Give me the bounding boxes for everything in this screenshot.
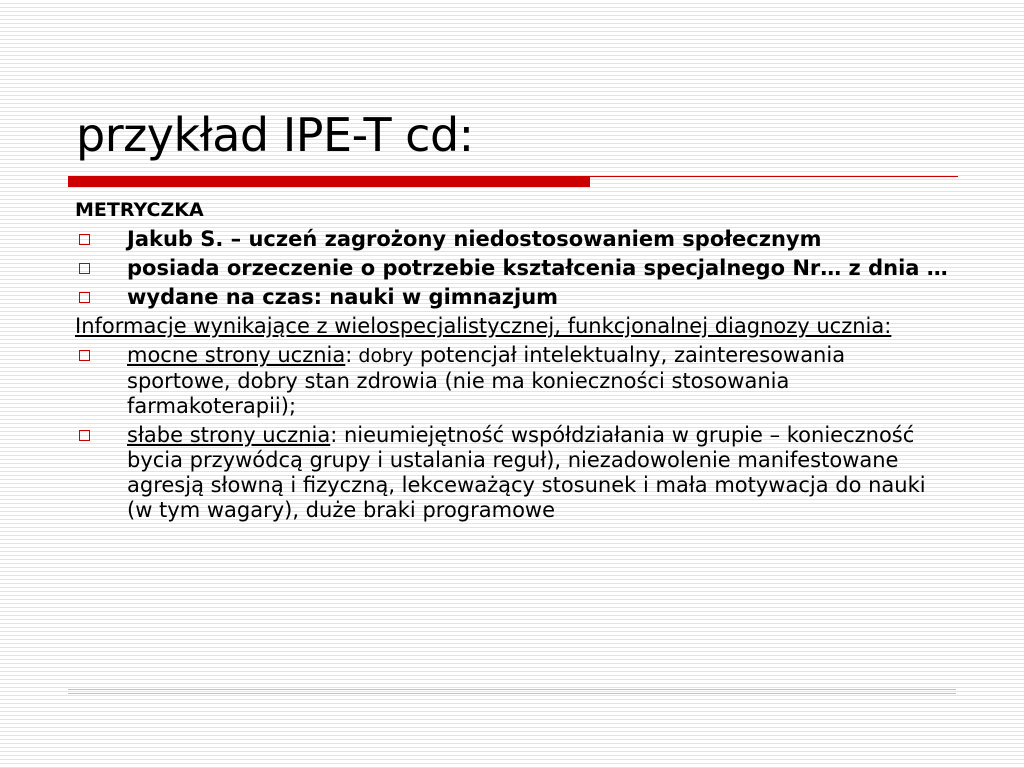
weaknesses-text: : nieumiejętność współdziałania w grupie – konieczność bycia przywódcą grupy i ustalania reguł), niezadowolenie manifestowane agresją słowną i fizyczną, lekceważący stosunek i mała motywacja do nauki (w tym wagary), duże braki programowe xyxy=(127,423,926,522)
list-item-strengths xyxy=(75,343,950,419)
weaknesses-label: słabe strony ucznia xyxy=(127,423,331,447)
slide-body xyxy=(75,198,950,527)
strengths-text: potencjał intelektualny, zainteresowania sportowe, dobry stan zdrowia (nie ma konieczności stosowania farmakoterapii); xyxy=(127,343,846,418)
list-item-weaknesses xyxy=(75,423,950,523)
hollow-square-bullet-icon xyxy=(79,350,90,361)
list-item xyxy=(75,227,950,252)
hollow-square-bullet-icon xyxy=(79,234,90,245)
strengths-colon: : xyxy=(345,343,353,367)
strengths-label: mocne strony ucznia xyxy=(127,343,346,367)
list-item xyxy=(75,285,950,310)
title-underline-thick xyxy=(68,176,590,187)
strengths-prefix: dobry xyxy=(352,345,414,367)
list-item-text: Jakub S. – uczeń zagrożony niedostosowaniem społecznym xyxy=(127,227,822,251)
list-item xyxy=(75,256,950,281)
footer-rule-top xyxy=(68,689,956,690)
hollow-square-bullet-icon xyxy=(79,263,90,274)
title-underline-thin xyxy=(590,176,958,177)
hollow-square-bullet-icon xyxy=(79,430,90,441)
info-line: Informacje wynikające z wielospecjalistycznej, funkcjonalnej diagnozy ucznia: xyxy=(75,314,892,338)
hollow-square-bullet-icon xyxy=(79,292,90,303)
list-item-text: wydane na czas: nauki w gimnazjum xyxy=(127,285,559,309)
footer-rule-bottom xyxy=(68,693,956,694)
slide-title: przykład IPE-T cd: xyxy=(76,108,474,162)
list-item-text: posiada orzeczenie o potrzebie kształcenia specjalnego Nr… z dnia … xyxy=(127,256,948,280)
section-heading: METRYCZKA xyxy=(75,199,204,221)
